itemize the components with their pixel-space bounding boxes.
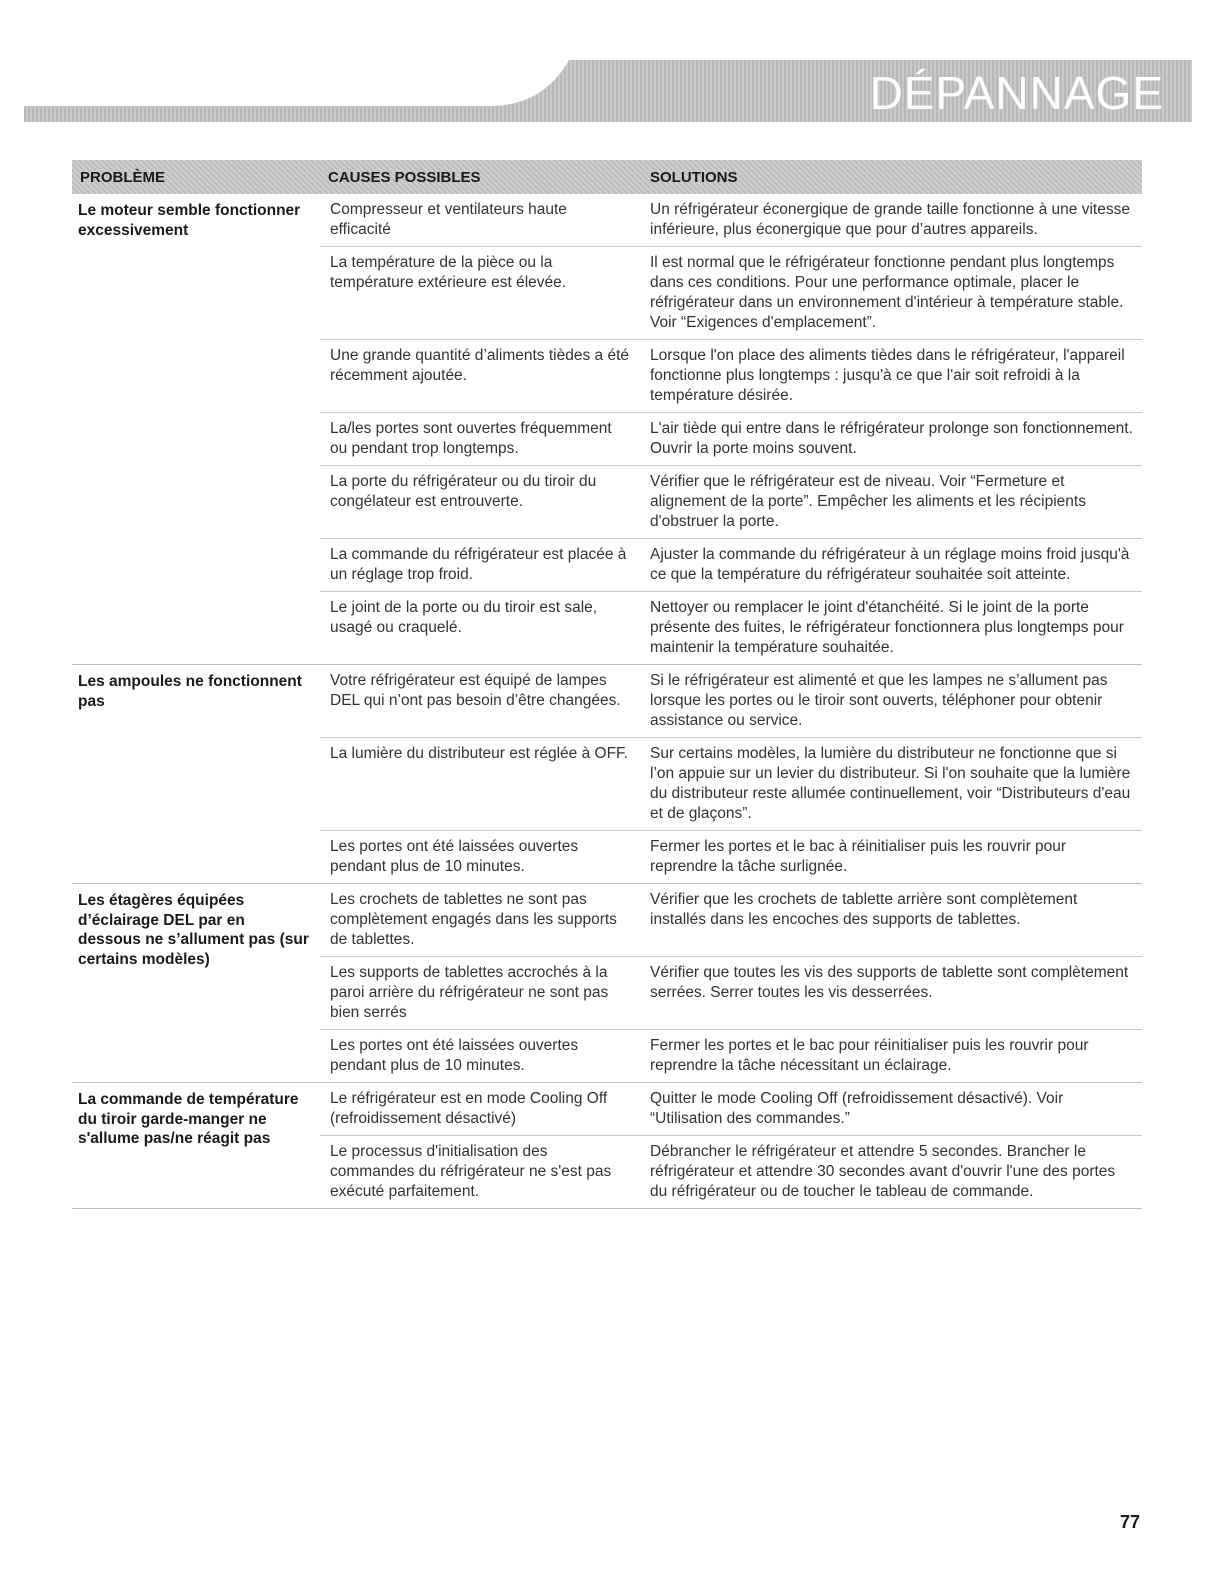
table-row xyxy=(320,1030,1142,1082)
table-row xyxy=(320,466,1142,539)
solution-text: Fermer les portes et le bac pour réinitialiser puis les rouvrir pour reprendre la tâche nécessitant un éclairage. xyxy=(650,1037,1089,1074)
cause-text: La commande du réfrigérateur est placée à un réglage trop froid. xyxy=(330,546,627,583)
table-row xyxy=(320,413,1142,466)
table-row xyxy=(320,592,1142,664)
cause-solution-list xyxy=(320,665,1142,883)
table-row xyxy=(320,539,1142,592)
problem-group xyxy=(72,665,1142,884)
section-banner xyxy=(24,60,1192,122)
solution-text: Vérifier que les crochets de tablette arrière sont complètement installés dans les encoches des supports de tablettes. xyxy=(650,891,1078,928)
cause-text: Le réfrigérateur est en mode Cooling Off (refroidissement désactivé) xyxy=(330,1090,608,1127)
solution-text: Vérifier que le réfrigérateur est de niveau. Voir “Fermeture et alignement de la porte”. Empêcher les aliments et les récipients d'obstruer la porte. xyxy=(650,473,1086,530)
table-row xyxy=(320,665,1142,738)
cause-text: Les supports de tablettes accrochés à la paroi arrière du réfrigérateur ne sont pas bien serrés xyxy=(330,964,609,1021)
solution-text: Quitter le mode Cooling Off (refroidissement désactivé). Voir “Utilisation des commandes.” xyxy=(650,1090,1064,1127)
table-row xyxy=(320,340,1142,413)
cause-text: La porte du réfrigérateur ou du tiroir du congélateur est entrouverte. xyxy=(330,473,597,510)
troubleshooting-table xyxy=(72,160,1142,1209)
problem-label: Le moteur semble fonctionner excessivement xyxy=(78,202,301,239)
column-header-causes: CAUSES POSSIBLES xyxy=(328,168,481,186)
solution-text: Fermer les portes et le bac à réinitialiser puis les rouvrir pour reprendre la tâche surlignée. xyxy=(650,838,1067,875)
solution-text: Ajuster la commande du réfrigérateur à un réglage moins froid jusqu'à ce que la température du réfrigérateur souhaitée soit atteinte. xyxy=(650,546,1130,583)
solution-text: Débrancher le réfrigérateur et attendre 5 secondes. Brancher le réfrigérateur et attendre 30 secondes avant d'ouvrir l'une des portes du réfrigérateur ou de toucher le tableau de commande. xyxy=(650,1143,1116,1200)
solution-text: Sur certains modèles, la lumière du distributeur ne fonctionne que si l’on appuie sur un levier du distributeur. Si l'on souhaite que la lumière du distributeur reste allumée continuellement, voir “Distributeurs d'eau et de glaçons”. xyxy=(650,745,1131,822)
solution-text: Un réfrigérateur éconergique de grande taille fonctionne à une vitesse inférieure, plus éconergique que pour d’autres appareils. xyxy=(650,201,1130,238)
table-row xyxy=(320,194,1142,247)
table-row xyxy=(320,1083,1142,1136)
table-row xyxy=(320,247,1142,340)
problem-label: Les ampoules ne fonctionnent pas xyxy=(78,673,302,710)
solution-text: L'air tiède qui entre dans le réfrigérateur prolonge son fonctionnement. Ouvrir la porte moins souvent. xyxy=(650,420,1133,457)
cause-text: Compresseur et ventilateurs haute efficacité xyxy=(330,201,567,238)
cause-text: Le processus d'initialisation des commandes du réfrigérateur ne s'est pas exécuté parfaitement. xyxy=(330,1143,612,1200)
cause-text: Les portes ont été laissées ouvertes pendant plus de 10 minutes. xyxy=(330,1037,579,1074)
table-row xyxy=(320,957,1142,1030)
cause-text: La/les portes sont ouvertes fréquemment ou pendant trop longtemps. xyxy=(330,420,612,457)
cause-text: La température de la pièce ou la température extérieure est élevée. xyxy=(330,254,567,291)
cause-text: La lumière du distributeur est réglée à OFF. xyxy=(330,745,629,762)
table-row xyxy=(320,831,1142,883)
table-header xyxy=(72,160,1142,194)
solution-text: Si le réfrigérateur est alimenté et que les lampes ne s’allument pas lorsque les portes ou le tiroir sont ouverts, téléphoner pour obtenir assistance ou service. xyxy=(650,672,1108,729)
column-header-problem: PROBLÈME xyxy=(80,168,166,186)
cause-solution-list xyxy=(320,194,1142,664)
cause-solution-list xyxy=(320,884,1142,1082)
page-number: 77 xyxy=(1119,1512,1140,1532)
cause-solution-list xyxy=(320,1083,1142,1208)
cause-text: Le joint de la porte ou du tiroir est sale, usagé ou craquelé. xyxy=(330,599,598,636)
problem-label: La commande de température du tiroir garde-manger ne s'allume pas/ne réagit pas xyxy=(78,1091,299,1147)
solution-text: Nettoyer ou remplacer le joint d'étanchéité. Si le joint de la porte présente des fuites, le réfrigérateur fonctionnera plus longtemps pour maintenir la température souhaitée. xyxy=(650,599,1124,656)
problem-group xyxy=(72,1083,1142,1209)
section-title: DÉPANNAGE xyxy=(869,67,1164,119)
table-row xyxy=(320,738,1142,831)
table-row xyxy=(320,1136,1142,1208)
problem-group xyxy=(72,194,1142,665)
cause-text: Les portes ont été laissées ouvertes pendant plus de 10 minutes. xyxy=(330,838,579,875)
column-header-solutions: SOLUTIONS xyxy=(650,168,738,186)
problem-label: Les étagères équipées d’éclairage DEL par en dessous ne s’allument pas (sur certains modèles) xyxy=(78,892,309,968)
table-row xyxy=(320,884,1142,957)
cause-text: Une grande quantité d’aliments tièdes a été récemment ajoutée. xyxy=(330,347,630,384)
solution-text: Vérifier que toutes les vis des supports de tablette sont complètement serrées. Serrer toutes les vis desserrées. xyxy=(650,964,1129,1001)
cause-text: Votre réfrigérateur est équipé de lampes DEL qui n’ont pas besoin d’être changées. xyxy=(330,672,621,709)
cause-text: Les crochets de tablettes ne sont pas complètement engagés dans les supports de tablettes. xyxy=(330,891,617,948)
solution-text: Lorsque l'on place des aliments tièdes dans le réfrigérateur, l'appareil fonctionne plus longtemps : jusqu'à ce que l'air soit refroidi à la température désirée. xyxy=(650,347,1125,404)
problem-group xyxy=(72,884,1142,1083)
solution-text: Il est normal que le réfrigérateur fonctionne pendant plus longtemps dans ces conditions. Pour une performance optimale, placer le réfrigérateur dans un environnement d'intérieur à température stable. Voir “Exigences d'emplacement”. xyxy=(650,254,1124,331)
